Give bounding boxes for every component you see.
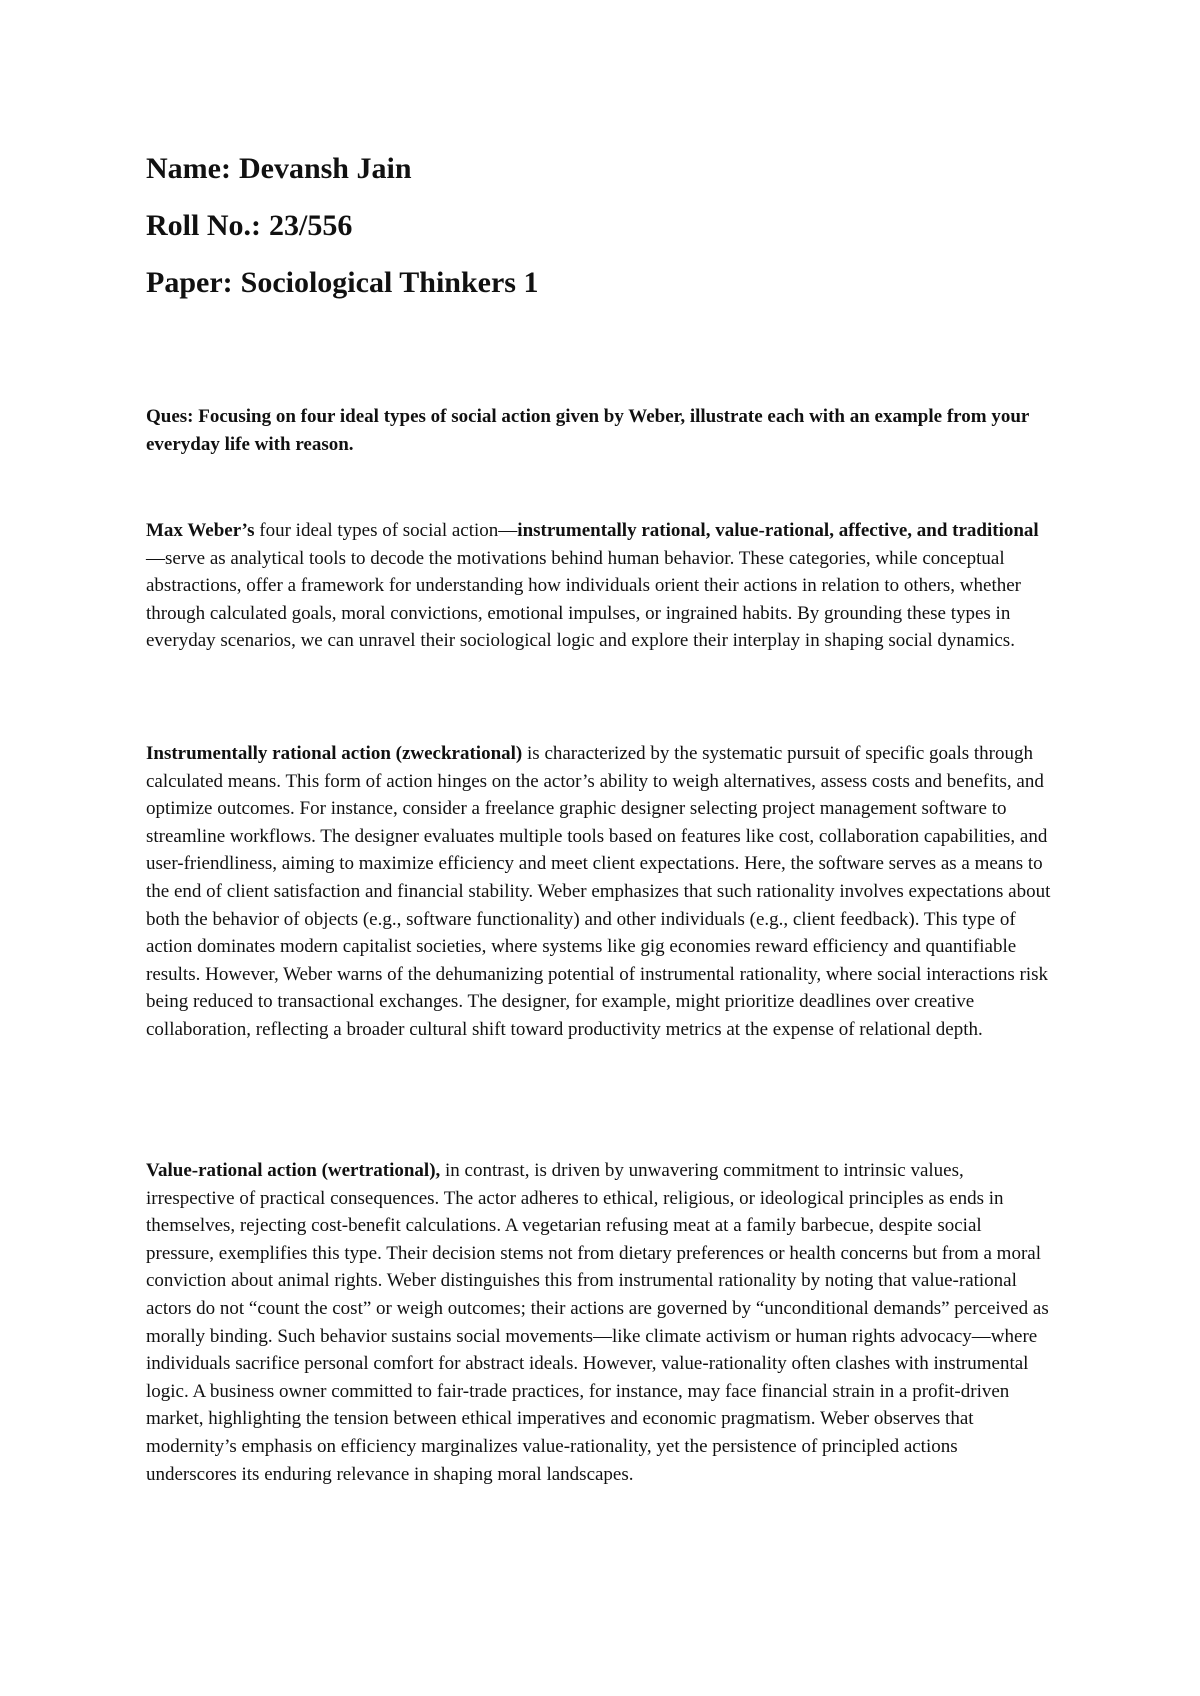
intro-text-2: —serve as analytical tools to decode the motivations behind human behavior. These categories, while conceptual abstractions, offer a framework for understanding how individuals orient their actions in relation to others, whether through calculated goals, moral convictions, emotional impulses, or ingrained habits. By grounding these types in everyday scenarios, we can unravel their sociological logic and explore their interplay in shaping social dynamics. [146, 547, 1021, 652]
name-label: Name: [146, 152, 231, 185]
roll-label: Roll No.: [146, 209, 261, 242]
intro-lead: Max Weber’s [146, 520, 255, 541]
instrumental-text: is characterized by the systematic pursuit of specific goals through calculated means. This form of action hinges on the actor’s ability to weigh alternatives, assess costs and benefits, and optimize outcomes. For instance, consider a freelance graphic designer selecting project management software to streamline workflows. The designer evaluates multiple tools based on features like cost, collaboration capabilities, and user-friendliness, aiming to maximize efficiency and meet client expectations. Here, the software serves as a means to the end of client satisfaction and financial stability. Weber emphasizes that such rationality involves expectations about both the behavior of objects (e.g., software functionality) and other individuals (e.g., client feedback). This type of action dominates modern capitalist societies, where systems like gig economies reward efficiency and quantifiable results. However, Weber warns of the dehumanizing potential of instrumental rationality, where social interactions risk being reduced to transactional exchanges. The designer, for example, might prioritize deadlines over creative collaboration, reflecting a broader cultural shift toward productivity metrics at the expense of relational depth. [146, 743, 1051, 1040]
student-details [146, 140, 1046, 311]
intro-section [146, 517, 1051, 655]
intro-types: instrumentally rational, value-rational, affective, and traditional [517, 520, 1039, 541]
value-rational-text: in contrast, is driven by unwavering commitment to intrinsic values, irrespective of practical consequences. The actor adheres to ethical, religious, or ideological principles as ends in themselves, rejecting cost-benefit calculations. A vegetarian refusing meat at a family barbecue, despite social pressure, exemplifies this type. Their decision stems not from dietary preferences or health concerns but from a moral conviction about animal rights. Weber distinguishes this from instrumental rationality by noting that value-rational actors do not “count the cost” or weigh outcomes; their actions are governed by “unconditional demands” perceived as morally binding. Such behavior sustains social movements—like climate activism or human rights advocacy—where individuals sacrifice personal comfort for abstract ideals. However, value-rationality often clashes with instrumental logic. A business owner committed to fair-trade practices, for instance, may face financial strain in a profit-driven market, highlighting the tension between ethical imperatives and economic pragmatism. Weber observes that modernity’s emphasis on efficiency marginalizes value-rationality, yet the persistence of principled actions underscores its enduring relevance in shaping moral landscapes. [146, 1160, 1049, 1485]
instrumental-section [146, 740, 1051, 1044]
roll-value: 23/556 [269, 209, 353, 242]
intro-paragraph [146, 517, 1051, 655]
paper-value: Sociological Thinkers 1 [240, 266, 539, 299]
instrumental-heading: Instrumentally rational action (zweckrational) [146, 743, 523, 764]
name-value: Devansh Jain [238, 152, 412, 185]
question-text: Ques: Focusing on four ideal types of social action given by Weber, illustrate each with an example from your everyday life with reason. [146, 406, 1029, 455]
instrumental-paragraph [146, 740, 1051, 1044]
paper-label: Paper: [146, 266, 233, 299]
value-rational-section [146, 1157, 1051, 1488]
roll-line [146, 197, 1046, 254]
paper-line [146, 254, 1046, 311]
value-rational-heading: Value-rational action (wertrational), [146, 1160, 441, 1181]
question-section [146, 403, 1051, 458]
value-rational-paragraph [146, 1157, 1051, 1488]
intro-text-1: four ideal types of social action— [254, 520, 518, 541]
name-line [146, 140, 1046, 197]
